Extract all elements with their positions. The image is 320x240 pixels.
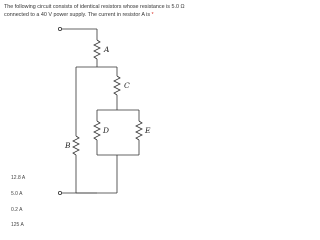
- answer-option-3[interactable]: 0.2 A: [11, 207, 23, 213]
- label-c: C: [124, 81, 130, 90]
- label-e: E: [145, 126, 151, 135]
- resistor-e: [136, 121, 142, 140]
- answer-option-2[interactable]: 5.0 A: [11, 191, 23, 197]
- bottom-terminal: [58, 191, 61, 194]
- top-terminal: [58, 27, 61, 30]
- resistor-d: [94, 121, 100, 140]
- resistor-a: [94, 40, 100, 59]
- required-mark: *: [151, 11, 154, 18]
- answer-option-4[interactable]: 125 A: [11, 222, 24, 228]
- label-b: B: [65, 141, 71, 150]
- resistor-c: [114, 76, 120, 95]
- resistor-b: [73, 136, 79, 155]
- label-a: A: [104, 45, 110, 54]
- circuit-wires: [60, 29, 142, 193]
- question-body: The following circuit consists of identical resistors whose resistance is 5.0 Ω connected to a 40 V power supply. The current in resistor A is: [4, 4, 185, 18]
- label-d: D: [103, 126, 110, 135]
- answer-option-1[interactable]: 12.8 A: [11, 175, 26, 181]
